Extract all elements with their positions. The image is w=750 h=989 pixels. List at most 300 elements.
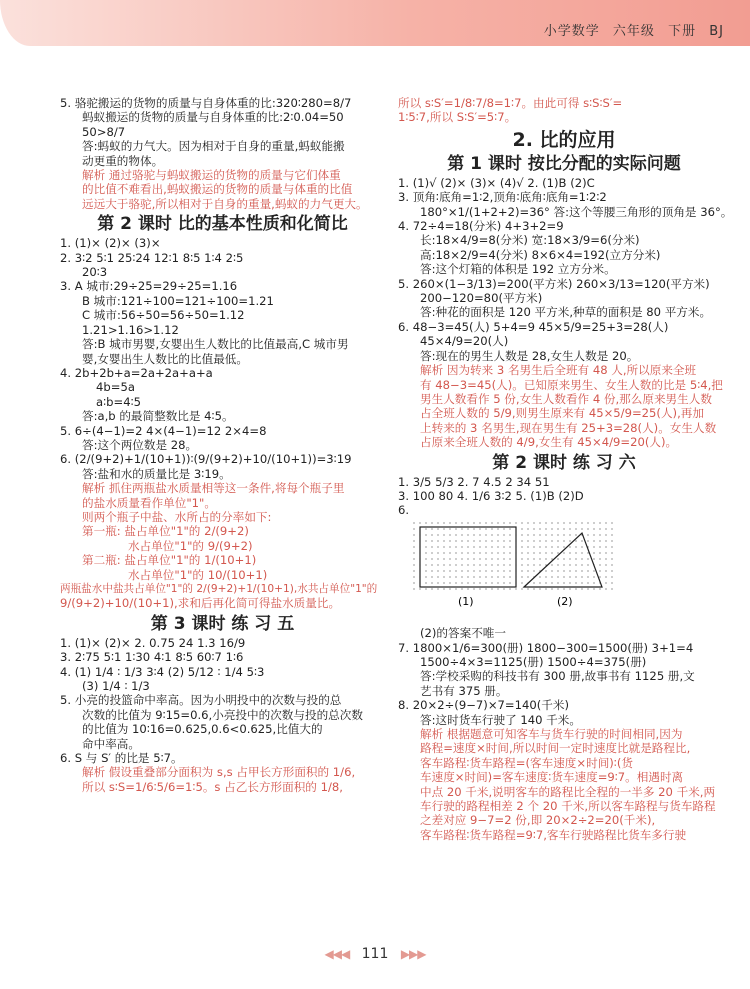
grid-dot xyxy=(521,588,522,589)
grid-dot xyxy=(509,552,510,553)
rectangle-shape xyxy=(420,527,516,587)
grid-dot xyxy=(461,588,462,589)
grid-dot xyxy=(605,534,606,535)
grid-dot xyxy=(533,552,534,553)
grid-dot xyxy=(575,552,576,553)
grid-dot xyxy=(533,540,534,541)
grid-dot xyxy=(605,540,606,541)
grid-dot xyxy=(437,534,438,535)
grid-dot xyxy=(575,588,576,589)
analysis-line: 水占单位"1"的 10/(10+1) xyxy=(128,567,268,582)
grid-dot xyxy=(521,582,522,583)
grid-dot xyxy=(563,534,564,535)
grid-dot xyxy=(611,528,612,529)
grid-dot xyxy=(437,540,438,541)
grid-dot xyxy=(491,534,492,535)
grid-dot xyxy=(503,540,504,541)
grid-dot xyxy=(461,552,462,553)
answer-line: 200−120=80(平方米) xyxy=(420,291,543,306)
grid-dot xyxy=(491,582,492,583)
grid-dot xyxy=(587,582,588,583)
figure-label-2: (2) xyxy=(557,594,573,608)
grid-dot xyxy=(527,552,528,553)
grid-dot xyxy=(485,534,486,535)
grid-dot xyxy=(521,522,522,523)
grid-dot xyxy=(539,522,540,523)
grid-dot xyxy=(557,558,558,559)
grid-dot xyxy=(539,564,540,565)
grid-dot xyxy=(437,576,438,577)
grid-dot xyxy=(533,558,534,559)
grid-dot xyxy=(425,534,426,535)
analysis-line: 客车路程∶货车路程=9∶7,客车行驶路程比货车多行驶 xyxy=(420,827,687,842)
grid-dot xyxy=(467,588,468,589)
grid-dot xyxy=(503,564,504,565)
analysis-line: 占原来全班人数的 4/9,女生有 45×4/9=20(人)。 xyxy=(420,435,678,450)
grid-dot xyxy=(611,570,612,571)
grid-dot xyxy=(455,570,456,571)
grid-dot xyxy=(413,552,414,553)
analysis-line: 车行驶的路程相差 2 个 20 千米,所以客车路程与货车路程 xyxy=(420,799,716,814)
grid-dot xyxy=(431,528,432,529)
grid-dot xyxy=(593,546,594,547)
grid-dot xyxy=(605,576,606,577)
grid-dot xyxy=(437,582,438,583)
grid-dot xyxy=(497,570,498,571)
analysis-line: 的盐水质量看作单位"1"。 xyxy=(82,495,216,510)
grid-dot xyxy=(419,522,420,523)
grid-dot xyxy=(485,588,486,589)
grid-dot xyxy=(599,552,600,553)
grid-dot xyxy=(587,528,588,529)
grid-dot xyxy=(545,570,546,571)
grid-dot xyxy=(509,522,510,523)
analysis-line: 客车路程∶货车路程=(客车速度×时间)∶(货 xyxy=(420,755,633,770)
grid-dot xyxy=(611,540,612,541)
grid-dot xyxy=(605,582,606,583)
grid-dot xyxy=(455,528,456,529)
header-banner xyxy=(0,0,750,46)
answer-line: 8. 20×2÷(9−7)×7=140(千米) xyxy=(398,698,569,713)
grid-dot xyxy=(449,528,450,529)
grid-dot xyxy=(551,582,552,583)
answer-line: 6. (2/(9+2)+1/(10+1))∶(9/(9+2)+10/(10+1))=3∶19 xyxy=(60,452,352,467)
grid-dot xyxy=(611,588,612,589)
grid-dot xyxy=(479,546,480,547)
grid-dot xyxy=(479,528,480,529)
grid-dot xyxy=(521,570,522,571)
grid-dot xyxy=(605,528,606,529)
grid-dot xyxy=(611,558,612,559)
grid-dot xyxy=(569,582,570,583)
grid-dot xyxy=(413,546,414,547)
grid-dot xyxy=(503,582,504,583)
grid-dot xyxy=(539,528,540,529)
left-column xyxy=(60,96,385,794)
grid-dot xyxy=(413,558,414,559)
grid-dot xyxy=(569,576,570,577)
grid-dot xyxy=(545,582,546,583)
grid-dot xyxy=(515,588,516,589)
grid-figure xyxy=(412,521,622,621)
grid-dot xyxy=(467,528,468,529)
grid-dot xyxy=(545,534,546,535)
analysis-line: 解析 根据题意可知客车与货车行驶的时间相同,因为 xyxy=(420,727,683,741)
answer-line: 5. 260×(1−3/13)=200(平方米) 260×3/13=120(平方米) xyxy=(398,276,710,291)
grid-dot xyxy=(485,528,486,529)
grid-dot xyxy=(485,546,486,547)
grid-dot xyxy=(575,546,576,547)
right-column xyxy=(398,96,733,842)
grid-dot xyxy=(557,522,558,523)
grid-dot xyxy=(605,558,606,559)
grid-dot xyxy=(533,546,534,547)
grid-dot xyxy=(491,522,492,523)
analysis-line: 第二瓶: 盐占单位"1"的 1/(10+1) xyxy=(82,553,257,568)
analysis-line: 有 48−3=45(人)。已知原来男生、女生人数的比是 5∶4,把 xyxy=(420,377,723,392)
grid-dot xyxy=(479,576,480,577)
grid-dot xyxy=(581,558,582,559)
grid-dot xyxy=(431,564,432,565)
grid-dot xyxy=(551,570,552,571)
grid-dot xyxy=(467,558,468,559)
grid-dot xyxy=(521,528,522,529)
grid-dot xyxy=(539,588,540,589)
grid-dot xyxy=(515,522,516,523)
grid-dot xyxy=(527,570,528,571)
grid-dot xyxy=(449,534,450,535)
grid-dot xyxy=(545,540,546,541)
analysis-line: 解析 因为转来 3 名男生后全班有 48 人,所以原来全班 xyxy=(420,363,697,378)
grid-dot xyxy=(581,564,582,565)
grid-dot xyxy=(503,588,504,589)
analysis-line: 两瓶盐水中盐共占单位"1"的 2/(9+2)+1/(10+1),水共占单位"1"的 xyxy=(60,583,378,595)
answer-line: 婴,女婴出生人数比的比值最低。 xyxy=(82,351,248,366)
grid-dot xyxy=(503,546,504,547)
grid-dot xyxy=(599,558,600,559)
grid-dot xyxy=(557,540,558,541)
grid-dot xyxy=(563,552,564,553)
grid-dot xyxy=(413,576,414,577)
grid-dot xyxy=(557,576,558,577)
grid-dot xyxy=(551,558,552,559)
grid-dot xyxy=(455,582,456,583)
grid-dot xyxy=(581,552,582,553)
grid-dot xyxy=(479,540,480,541)
grid-dot xyxy=(473,522,474,523)
grid-dot xyxy=(443,522,444,523)
grid-dot xyxy=(551,552,552,553)
answer-line: 答:这时货车行驶了 140 千米。 xyxy=(420,712,581,727)
page-footer xyxy=(0,946,750,962)
grid-dot xyxy=(443,540,444,541)
grid-dot xyxy=(569,546,570,547)
grid-dot xyxy=(587,522,588,523)
grid-dot xyxy=(455,534,456,535)
grid-dot xyxy=(443,534,444,535)
grid-dot xyxy=(539,546,540,547)
grid-dot xyxy=(557,552,558,553)
grid-dot xyxy=(587,552,588,553)
analysis-line: 车速度×时间)=客车速度∶货车速度=9∶7。相遇时离 xyxy=(420,770,684,785)
grid-dot xyxy=(527,540,528,541)
grid-dot xyxy=(599,522,600,523)
grid-dot xyxy=(551,546,552,547)
grid-dot xyxy=(575,582,576,583)
answer-line: 3. 顶角∶底角=1∶2,顶角∶底角∶底角=1∶2∶2 xyxy=(398,190,607,205)
grid-dot xyxy=(575,534,576,535)
grid-dot xyxy=(527,534,528,535)
grid-dot xyxy=(587,534,588,535)
grid-dot xyxy=(413,588,414,589)
answer-line: 4. (1) 1/4 ∶ 1/3 3∶4 (2) 5/12 ∶ 1/4 5∶3 xyxy=(60,664,265,679)
grid-dot xyxy=(509,528,510,529)
grid-dot xyxy=(563,588,564,589)
grid-dot xyxy=(443,564,444,565)
grid-dot xyxy=(581,570,582,571)
answer-line: 3. 2∶75 5∶1 1∶30 4∶1 8∶5 60∶7 1∶6 xyxy=(60,650,244,665)
grid-dot xyxy=(509,570,510,571)
grid-dot xyxy=(461,528,462,529)
grid-dot xyxy=(503,522,504,523)
grid-dot xyxy=(521,540,522,541)
section-title: 第 1 课时 按比分配的实际问题 xyxy=(447,153,681,174)
grid-dot xyxy=(593,540,594,541)
answer-line: 3. 100 80 4. 1/6 3∶2 5. (1)B (2)D xyxy=(398,488,584,503)
right-arrows-icon: ▶▶▶ xyxy=(400,947,426,961)
grid-dot xyxy=(461,582,462,583)
grid-dot xyxy=(575,576,576,577)
grid-dot xyxy=(503,558,504,559)
grid-dot xyxy=(449,570,450,571)
grid-dot xyxy=(539,558,540,559)
grid-dot xyxy=(467,552,468,553)
grid-dot xyxy=(455,546,456,547)
answer-line: 3. A 城市:29÷25=29÷25=1.16 xyxy=(60,279,238,294)
grid-dot xyxy=(509,546,510,547)
grid-dot xyxy=(437,546,438,547)
grid-dot xyxy=(533,570,534,571)
grid-dot xyxy=(491,558,492,559)
grid-dot xyxy=(605,522,606,523)
grid-dot xyxy=(611,552,612,553)
triangle-shape xyxy=(524,533,602,587)
grid-dot xyxy=(497,558,498,559)
answer-line: 6. xyxy=(398,503,410,518)
grid-dot xyxy=(569,570,570,571)
grid-dot xyxy=(539,534,540,535)
answer-line: 动更重的物体。 xyxy=(82,153,164,168)
grid-dot xyxy=(503,576,504,577)
grid-dot xyxy=(509,582,510,583)
grid-dot xyxy=(425,582,426,583)
grid-dot xyxy=(581,582,582,583)
grid-dot xyxy=(545,558,546,559)
grid-dot xyxy=(449,552,450,553)
grid-dot xyxy=(473,540,474,541)
answer-line: 高:18×2/9=4(分米) 8×6×4=192(立方分米) xyxy=(420,247,661,262)
grid-dot xyxy=(431,546,432,547)
grid-dot xyxy=(455,588,456,589)
grid-dot xyxy=(497,564,498,565)
grid-dot xyxy=(413,534,414,535)
grid-dot xyxy=(569,534,570,535)
analysis-line: 解析 通过骆驼与蚂蚁搬运的货物的质量与它们体重 xyxy=(82,168,341,183)
grid-dot xyxy=(587,540,588,541)
grid-dot xyxy=(593,534,594,535)
grid-dot xyxy=(605,564,606,565)
grid-dot xyxy=(587,558,588,559)
answer-line: 命中率高。 xyxy=(82,736,140,751)
analysis-line: 所以 s∶S′=1/8∶7/8=1∶7。由此可得 s∶S∶S′= xyxy=(398,96,623,110)
grid-dot xyxy=(557,564,558,565)
grid-dot xyxy=(545,576,546,577)
analysis-line: 中点 20 千米,说明客车的路程比全程的一半多 20 千米,两 xyxy=(420,784,716,799)
grid-dot xyxy=(539,540,540,541)
grid-dot xyxy=(431,522,432,523)
answer-line: 5. 小亮的投篮命中率高。因为小明投中的次数与投的总 xyxy=(60,693,342,708)
answer-line: 7. 1800×1/6=300(册) 1800−300=1500(册) 3+1=4 xyxy=(398,640,694,655)
grid-dot xyxy=(425,528,426,529)
analysis-line: 占全班人数的 5/9,则男生原来有 45×5/9=25(人),再加 xyxy=(420,406,704,421)
answer-line: 次数的比值为 9∶15=0.6,小亮投中的次数与投的总次数 xyxy=(82,707,363,722)
grid-dot xyxy=(467,522,468,523)
grid-dot xyxy=(575,528,576,529)
grid-dot xyxy=(581,522,582,523)
answer-line: 长:18×4/9=8(分米) 宽:18×3/9=6(分米) xyxy=(420,233,640,248)
grid-dot xyxy=(527,522,528,523)
grid-dot xyxy=(455,522,456,523)
grid-dot xyxy=(575,558,576,559)
grid-dot xyxy=(503,528,504,529)
grid-dot xyxy=(491,540,492,541)
grid-dot xyxy=(479,552,480,553)
edition-label: BJ xyxy=(709,24,724,39)
grid-dot xyxy=(563,570,564,571)
answer-line: 5. 6÷(4−1)=2 4×(4−1)=12 2×4=8 xyxy=(60,423,267,438)
answer-line: 6. S 与 S′ 的比是 5∶7。 xyxy=(60,751,183,766)
grid-dot xyxy=(521,564,522,565)
grid-dot xyxy=(569,540,570,541)
grid-dot xyxy=(593,522,594,523)
grid-dot xyxy=(497,552,498,553)
analysis-line: 路程=速度×时间,所以时间一定时速度比就是路程比, xyxy=(420,741,691,756)
grid-dot xyxy=(509,564,510,565)
page-number: 111 xyxy=(361,946,389,962)
answer-line: 答:现在的男生人数是 28,女生人数是 20。 xyxy=(420,348,639,363)
left-arrows-icon: ◀◀◀ xyxy=(324,947,350,961)
answer-line: 1. (1)× (2)× 2. 0.75 24 1.3 16/9 xyxy=(60,635,246,650)
grid-dot xyxy=(443,546,444,547)
grid-dot xyxy=(479,534,480,535)
grid-dot xyxy=(419,588,420,589)
answer-line: 4. 2b+2b+a=2a+2a+a+a xyxy=(60,365,213,380)
grid-dot xyxy=(467,564,468,565)
answer-line: (2)的答案不唯一 xyxy=(420,626,506,641)
grid-dot xyxy=(563,564,564,565)
grid-dot xyxy=(467,546,468,547)
grid-dot xyxy=(467,582,468,583)
grid-dot xyxy=(551,540,552,541)
grid-dot xyxy=(599,546,600,547)
grid-dot xyxy=(539,582,540,583)
grid-dot xyxy=(449,546,450,547)
grid-dot xyxy=(437,522,438,523)
grid-dot xyxy=(497,534,498,535)
grid-dot xyxy=(521,552,522,553)
grid-dot xyxy=(425,558,426,559)
grid-dot xyxy=(437,588,438,589)
grid-dot xyxy=(425,522,426,523)
grid-dot xyxy=(449,540,450,541)
grid-dot xyxy=(473,546,474,547)
grid-dot xyxy=(569,528,570,529)
grid-dot xyxy=(551,522,552,523)
grid-dot xyxy=(425,540,426,541)
section-title: 第 2 课时 比的基本性质和化简比 xyxy=(97,214,348,235)
grid-dot xyxy=(443,570,444,571)
answer-line: 1. 3/5 5/3 2. 7 4.5 2 34 51 xyxy=(398,474,550,489)
answer-line: C 城市:56÷50=56÷50=1.12 xyxy=(82,308,245,323)
grid-dot xyxy=(581,546,582,547)
grid-dot xyxy=(461,534,462,535)
grid-dot xyxy=(413,522,414,523)
grid-dot xyxy=(449,564,450,565)
grid-dot xyxy=(479,582,480,583)
grid-dot xyxy=(599,540,600,541)
grid-dot xyxy=(503,534,504,535)
grid-dot xyxy=(497,522,498,523)
grid-dot xyxy=(425,570,426,571)
grid-dot xyxy=(611,546,612,547)
grid-dot xyxy=(461,540,462,541)
grid-dot xyxy=(533,534,534,535)
grid-dot xyxy=(455,558,456,559)
grid-dot xyxy=(539,576,540,577)
answer-line: 6. 48−3=45(人) 5+4=9 45×5/9=25+3=28(人) xyxy=(398,319,669,334)
grid-dot xyxy=(551,534,552,535)
grid-dot xyxy=(569,522,570,523)
grid-dot xyxy=(431,540,432,541)
grid-dot xyxy=(521,576,522,577)
grid-dot xyxy=(587,588,588,589)
grid-dot xyxy=(569,558,570,559)
grid-dot xyxy=(509,540,510,541)
answer-line: 20∶3 xyxy=(82,265,108,280)
grid-dot xyxy=(497,540,498,541)
grid-dot xyxy=(491,546,492,547)
grid-dot xyxy=(485,522,486,523)
grid-dot xyxy=(563,540,564,541)
grid-dot xyxy=(473,564,474,565)
answer-line: 1. (1)× (2)× (3)× xyxy=(60,236,161,251)
grid-dot xyxy=(449,582,450,583)
grid-dot xyxy=(431,582,432,583)
grid-dot xyxy=(521,558,522,559)
grid-dot xyxy=(467,540,468,541)
grid-dot xyxy=(563,582,564,583)
grid-dot xyxy=(473,588,474,589)
grid-dot xyxy=(479,558,480,559)
grid-dot xyxy=(485,576,486,577)
grid-dot xyxy=(485,558,486,559)
grid-dot xyxy=(611,576,612,577)
grid-dot xyxy=(527,564,528,565)
answer-line: 2. 3∶2 5∶1 25∶24 12∶1 8∶5 1∶4 2∶5 xyxy=(60,250,244,265)
grid-dot xyxy=(563,528,564,529)
grid-dot xyxy=(533,564,534,565)
grid-dot xyxy=(605,570,606,571)
